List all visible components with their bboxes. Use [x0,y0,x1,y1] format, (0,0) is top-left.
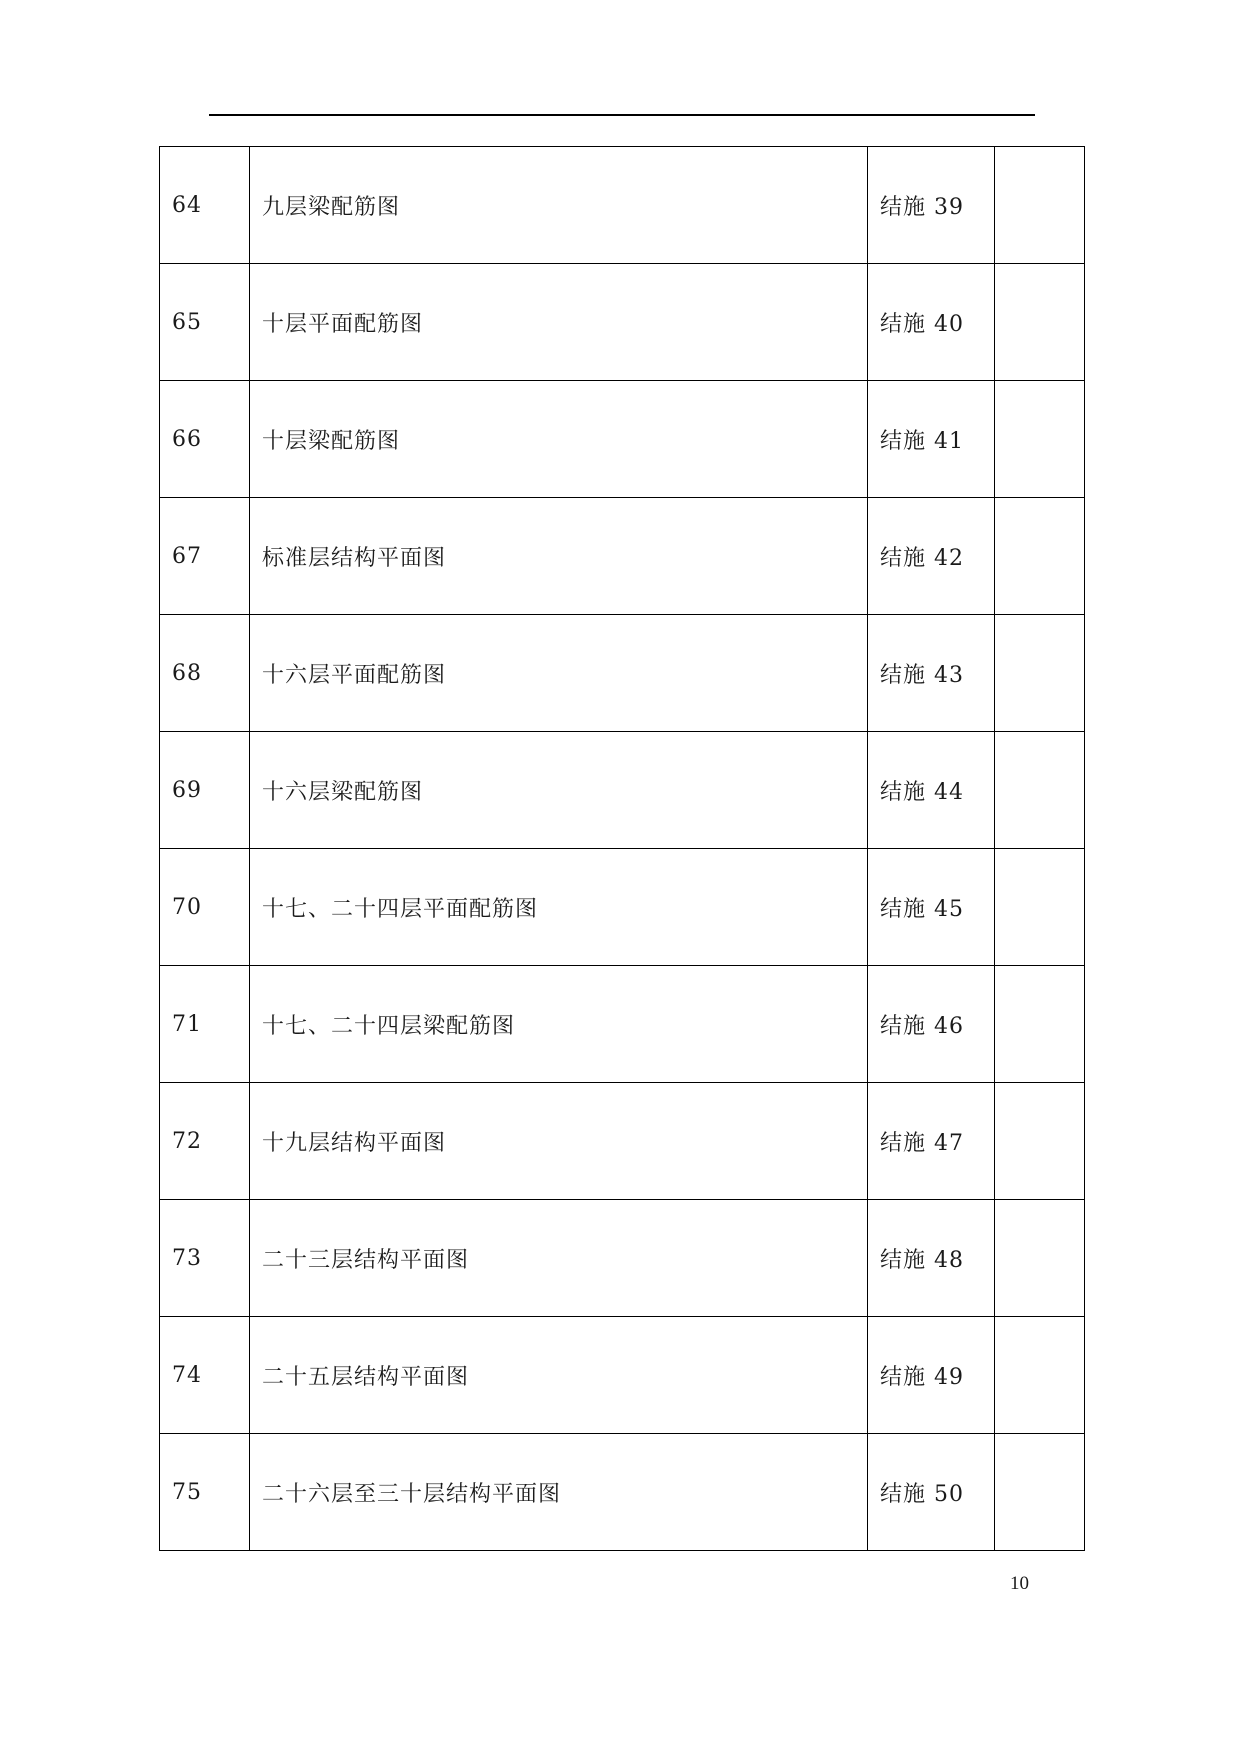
drawing-code: 结施 42 [868,498,995,615]
remark-cell [995,1317,1085,1434]
row-number: 73 [160,1200,250,1317]
table-row [160,966,1085,1083]
drawing-code: 结施 43 [868,615,995,732]
row-number: 64 [160,147,250,264]
drawing-code: 结施 45 [868,849,995,966]
row-number: 74 [160,1317,250,1434]
remark-cell [995,966,1085,1083]
drawing-code: 结施 39 [868,147,995,264]
drawing-title: 十层平面配筋图 [250,264,868,381]
table-row [160,498,1085,615]
table-row [160,615,1085,732]
table-row [160,1083,1085,1200]
remark-cell [995,849,1085,966]
drawing-code: 结施 44 [868,732,995,849]
row-number: 71 [160,966,250,1083]
row-number: 75 [160,1434,250,1551]
table-row [160,849,1085,966]
drawing-title: 十六层平面配筋图 [250,615,868,732]
table-row [160,1200,1085,1317]
table-row [160,1434,1085,1551]
drawing-title: 十七、二十四层梁配筋图 [250,966,868,1083]
table-row [160,732,1085,849]
drawing-code: 结施 46 [868,966,995,1083]
remark-cell [995,498,1085,615]
drawing-title: 十六层梁配筋图 [250,732,868,849]
remark-cell [995,615,1085,732]
drawing-title: 二十五层结构平面图 [250,1317,868,1434]
drawing-code: 结施 40 [868,264,995,381]
drawing-list-table [159,146,1085,1551]
drawing-title: 十九层结构平面图 [250,1083,868,1200]
drawing-code: 结施 48 [868,1200,995,1317]
drawing-title: 九层梁配筋图 [250,147,868,264]
drawing-title: 标准层结构平面图 [250,498,868,615]
row-number: 69 [160,732,250,849]
remark-cell [995,732,1085,849]
drawing-title: 二十三层结构平面图 [250,1200,868,1317]
row-number: 68 [160,615,250,732]
drawing-code: 结施 41 [868,381,995,498]
table-row [160,381,1085,498]
row-number: 67 [160,498,250,615]
row-number: 72 [160,1083,250,1200]
drawing-code: 结施 50 [868,1434,995,1551]
header-rule [209,114,1035,116]
table-row [160,264,1085,381]
remark-cell [995,1434,1085,1551]
row-number: 70 [160,849,250,966]
drawing-code: 结施 47 [868,1083,995,1200]
drawing-code: 结施 49 [868,1317,995,1434]
remark-cell [995,1083,1085,1200]
remark-cell [995,1200,1085,1317]
drawing-title: 十七、二十四层平面配筋图 [250,849,868,966]
row-number: 65 [160,264,250,381]
drawing-title: 二十六层至三十层结构平面图 [250,1434,868,1551]
remark-cell [995,264,1085,381]
remark-cell [995,381,1085,498]
row-number: 66 [160,381,250,498]
drawing-title: 十层梁配筋图 [250,381,868,498]
remark-cell [995,147,1085,264]
table-row [160,147,1085,264]
page-number: 10 [1010,1573,1029,1594]
table-row [160,1317,1085,1434]
